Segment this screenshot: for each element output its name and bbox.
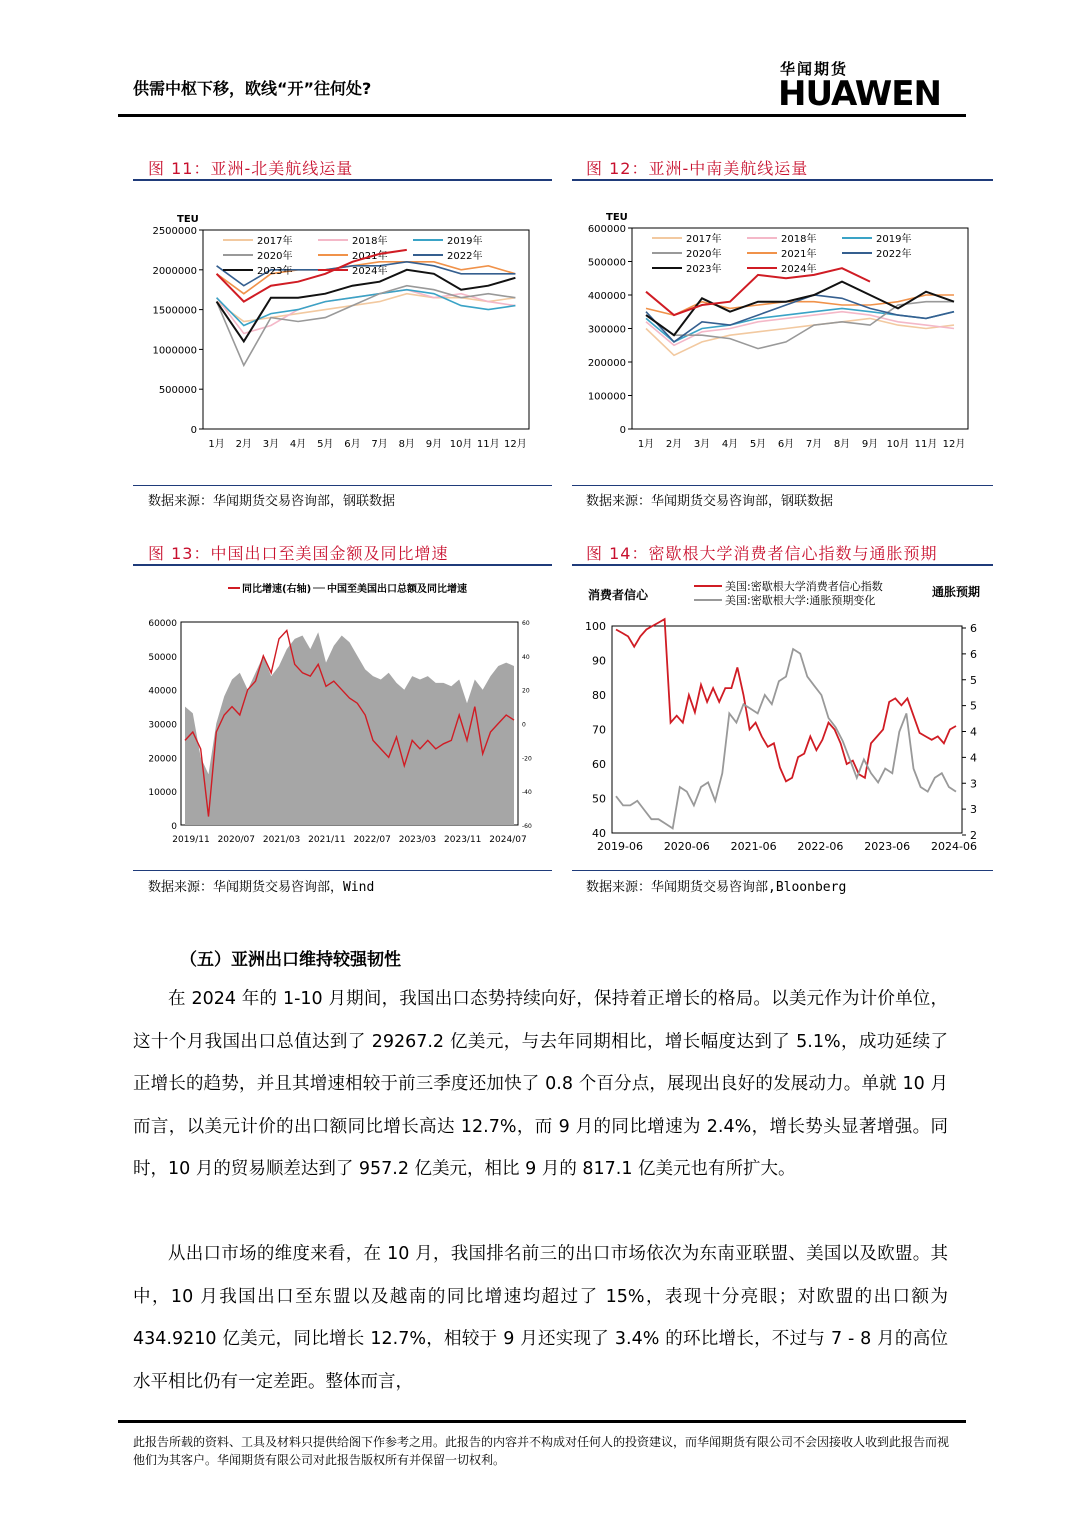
section-heading: （五）亚洲出口维持较强韧性 [180,950,401,970]
figure-13-source-rule [133,870,552,871]
x-tick-label: 2023/11 [444,835,482,845]
y-right-tick-label: 5 [970,699,977,713]
y-tick-label: 2500000 [152,226,197,237]
y-left-tick-label: 40 [592,827,606,840]
paragraph-1: 在 2024 年的 1-10 月期间，我国出口态势持续向好，保持着正增长的格局。以美元作为计价单位，这十个月我国出口总值达到了 29267.2 亿美元，与去年同期相比，增长幅度达到了 5.1%，成功延续了正增长的趋势，并且其增速相较于前三季度还加快了 0.8 个百分点，展现出良好的发展动力。单就 10 月而言，以美元计价的出口额同比增长高达 12.7%，而 9 月的同比增速为 2.4%，增长势头显著增强。同时，10 月的贸易顺差达到了 957.2 亿美元，相比 9 月的 817.1 亿美元也有所扩大。 [133,989,948,1179]
y-left-tick-label: 90 [592,654,606,668]
y-right-tick-label: 3 [970,803,977,817]
plot-frame [612,626,962,833]
y-right-tick-label: 6 [970,622,977,635]
x-tick-label: 10月 [886,439,910,450]
x-tick-label: 2021-06 [730,840,777,853]
y-tick-label: 100000 [587,391,626,403]
y-tick-label: 0 [619,425,626,436]
legend-label: 美国:密歇根大学:通胀预期变化 [725,594,876,607]
y-tick-label: 0 [190,425,197,436]
x-tick-label: 7月 [805,439,823,450]
figure-11-title: 图 11：亚洲-北美航线运量 [148,159,354,178]
y-right-tick-label: 2 [970,829,977,842]
x-tick-label: 2024/07 [489,835,527,845]
unit-label: TEU [606,212,628,223]
x-tick-label: 1月 [637,439,655,450]
y-left-tick-label: 30000 [148,720,177,731]
x-tick-label: 5月 [749,439,767,450]
y-left-tick-label: 60000 [148,619,177,629]
y-tick-label: 1000000 [152,345,197,357]
figure-13-rule [133,564,552,566]
y-left-tick-label: 70 [592,723,606,737]
y-right-tick-label: -40 [522,789,532,797]
legend-label: 2024年 [781,264,817,275]
legend-label: 2023年 [686,264,722,275]
export-value-area [185,632,514,825]
x-tick-label: 2月 [665,439,683,450]
y-right-tick-label: 40 [522,653,530,661]
y-right-tick-label: -60 [522,823,532,830]
chart-china-us-exports [133,568,552,870]
x-tick-label: 9月 [861,439,879,450]
logo-cn: 华闻期货 [780,60,849,78]
y-tick-label: 1500000 [152,305,197,317]
figure-14-source-rule [572,870,993,871]
paragraph-2: 从出口市场的维度来看，在 10 月，我国排名前三的出口市场依次为东南亚联盟、美国以及欧盟。其中，10 月我国出口至东盟以及越南的同比增速均超过了 15%，表现十分亮眼；对欧盟的出口额为 434.9210 亿美元，同比增长 12.7%，相较于 9 月还实现了 3.4% 的环比增长，不过与 7 - 8 月的高位水平相比仍有一定差距。整体而言， [133,1244,948,1392]
x-tick-label: 11月 [476,439,500,450]
y-tick-label: 500000 [158,385,197,397]
figure-14-source: 数据来源：华闻期货交易咨询部,Bloonberg [586,880,847,895]
y-left-tick-label: 60 [592,758,606,771]
figure-14-rule [572,564,993,566]
legend-label: 2020年 [257,251,293,262]
y-left-tick-label: 80 [592,689,606,702]
x-tick-label: 2022-06 [797,840,844,853]
figure-11-source: 数据来源：华闻期货交易咨询部，钢联数据 [148,494,396,509]
x-tick-label: 2024-06 [931,840,977,853]
y-right-tick-label: 6 [970,647,977,661]
x-tick-label: 6月 [344,439,361,450]
y-left-tick-label: 40000 [148,686,177,697]
x-tick-label: 4月 [721,439,739,450]
x-tick-label: 2020-06 [663,840,710,853]
y-left-tick-label: 20000 [148,754,177,765]
x-tick-label: 11月 [914,439,938,450]
y-tick-label: 200000 [587,358,626,369]
legend-label: 2021年 [352,251,388,262]
x-tick-label: 2022/07 [353,835,391,845]
x-tick-label: 8月 [833,439,851,450]
series-line-2020年 [217,286,516,366]
x-tick-label: 2019/11 [172,835,210,845]
legend-label: 2017年 [257,236,293,247]
x-tick-label: 10月 [449,439,473,450]
x-tick-label: 3月 [262,439,280,450]
legend-label: 2024年 [352,266,388,277]
chart-michigan-sentiment [572,568,993,870]
x-tick-label: 2019-06 [597,840,643,853]
y-tick-label: 400000 [587,291,626,302]
figure-13-title: 图 13：中国出口至美国金额及同比增速 [148,544,449,563]
legend-label: 美国:密歇根大学消费者信心指数 [725,580,883,593]
y-right-tick-label: 60 [522,620,530,627]
legend-label: 2019年 [876,234,912,245]
y-left-tick-label: 50 [592,792,606,806]
x-tick-label: 12月 [504,439,527,450]
legend-label: 2023年 [257,266,293,277]
series-line-2019年 [217,290,516,326]
x-tick-label: 2023/03 [398,835,437,845]
series-line-0 [616,619,956,781]
right-axis-label: 通胀预期 [932,585,981,599]
legend-label: 2022年 [876,249,912,260]
figure-12-source-rule [572,485,993,486]
x-tick-label: 2月 [235,439,252,450]
header-divider [118,114,966,117]
chart-asia-latin-america [572,185,993,485]
y-left-tick-label: 100 [585,620,606,633]
y-right-tick-label: 5 [970,673,977,687]
x-tick-label: 6月 [777,439,795,450]
figure-12-rule [572,179,993,181]
figure-14-title: 图 14：密歇根大学消费者信心指数与通胀预期 [586,544,938,563]
y-right-tick-label: 0 [522,721,526,729]
series-line-2024年 [646,268,870,315]
y-right-tick-label: 3 [970,777,977,791]
legend-label: 2021年 [781,249,817,260]
y-left-tick-label: 0 [171,822,177,832]
x-tick-label: 9月 [425,439,443,450]
y-left-tick-label: 10000 [148,788,177,799]
y-tick-label: 500000 [587,257,626,269]
figure-12-source: 数据来源：华闻期货交易咨询部，钢联数据 [586,494,834,509]
x-tick-label: 5月 [317,439,334,450]
x-tick-label: 8月 [398,439,415,450]
x-tick-label: 2020/07 [217,835,255,845]
y-right-tick-label: 4 [970,725,977,739]
figure-11-rule [133,179,552,181]
y-right-tick-label: -20 [522,755,532,763]
legend-label: 2020年 [686,249,722,260]
left-axis-label: 消费者信心 [588,588,649,602]
legend-label: 2022年 [447,251,483,262]
footer-divider [118,1420,966,1423]
logo-en: HUAWEN [778,74,941,114]
x-tick-label: 12月 [942,439,966,450]
x-tick-label: 2021/11 [308,835,346,845]
legend-label: 2017年 [686,234,722,245]
unit-label: TEU [177,214,199,225]
legend-label: 2019年 [447,236,483,247]
y-right-tick-label: 20 [522,687,530,695]
figure-12-title: 图 12：亚洲-中南美航线运量 [586,159,809,178]
y-tick-label: 300000 [587,324,626,336]
y-right-tick-label: 4 [970,751,977,765]
x-tick-label: 7月 [371,439,388,450]
legend-label: 2018年 [781,234,817,245]
legend-label: 中国至美国出口总额及同比增速 [327,584,467,595]
legend-label: 同比增速(右轴) [242,584,312,595]
x-tick-label: 1月 [208,439,225,450]
chart-asia-north-america [133,185,552,485]
x-tick-label: 2023-06 [864,840,911,853]
report-title: 供需中枢下移，欧线“开”往何处? [133,79,372,98]
footer-disclaimer: 此报告所载的资料、工具及材料只提供给阁下作参考之用。此报告的内容并不构成对任何人的投资建议，而华闻期货有限公司不会因接收人收到此报告而视他们为其客户。华闻期货有限公司对此报告版权所有并保留一切权利。 [133,1435,950,1467]
legend-label: 2018年 [352,236,388,247]
y-left-tick-label: 50000 [148,652,177,663]
figure-11-source-rule [133,485,552,486]
x-tick-label: 4月 [289,439,307,450]
x-tick-label: 2021/03 [262,835,301,845]
x-tick-label: 3月 [693,439,711,450]
figure-13-source: 数据来源：华闻期货交易咨询部，Wind [148,880,375,895]
y-tick-label: 600000 [587,224,626,235]
y-tick-label: 2000000 [152,265,197,277]
